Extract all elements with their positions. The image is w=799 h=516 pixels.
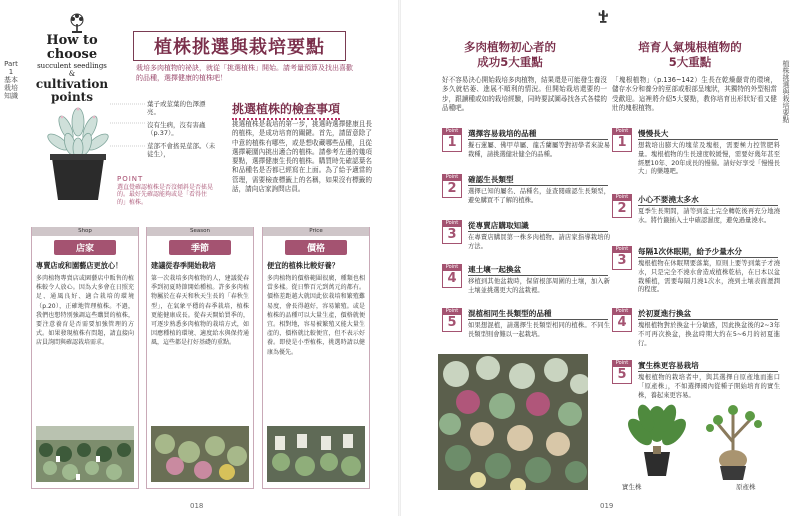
intro-text: 栽培多肉植物的祕訣，就從「挑選植株」開始。請考量預算及找出喜歡的品種，選擇健康的植株吧！: [136, 64, 353, 82]
check-heading: 挑選植株的檢查事項: [232, 100, 340, 120]
part-side-tab: Part 1 基本栽培知識: [4, 60, 18, 100]
seedling-caption: 實生株: [622, 483, 642, 491]
succulent-collection-photo: [438, 354, 588, 490]
beginner-intro: 好不容易決心開始栽培多肉植物，結果還是可能發生養沒多久就枯萎、進展不順利的情況。但開始栽培還要的一步，跟讀種或如的栽培經驗，同時要試圖尋找各式各樣的品種吧。: [442, 76, 607, 113]
point-note: POINT 選直覺確認植株是否沒傾斜是否搖晃的。最好先確認能夠或是「看得住的」植株。: [117, 175, 214, 206]
page-number-left: 018: [190, 502, 204, 510]
caudex-title: 培育人氣塊根植物的 5大重點: [638, 40, 742, 69]
pot-label-leaders: [110, 98, 150, 158]
right-page: 植株挑選與栽培要點 多肉植物初心者的 成功5大重點 好不容易決心開始栽培多肉植物，結果還是可能發生養沒多久就枯萎、進展不順利的情況。但開始栽培還要的一步，跟讀種或如的栽培經驗，同時要試圖尋找各式各樣的品種吧。 Point 1 選擇容易栽培的品種 擬石蓮屬、佛甲草屬、龍舌蘭屬等對初學者來說易栽種，請挑選健壯健全的品種。 Point 2 確認生長類型 選擇已知的屬名、品種名，並查閱確認生長類型，避免購買不了解的植株。 Point 3 從專賣店購取知識 在專賣店購買第一株多肉植物。請店家指導栽培的方法。 Point 4 連土壤一起換盆 移植到其他盆栽時，保留根部周圍的土壤，加入新土壤並挑選更大的盆栽裡。 Point 5 混植相同生長類型的品種 如果想混植，請選擇生長類型相同的植株。不同生長類型則會難以一起栽培。 培育人氣塊根植物的 5大重點 「塊根植物」（p.136~142）生長在乾燥嚴苛的環境，儲存水分和養分的莖部或根部呈塊狀，其獨特的外型相當受歡迎。這裡將介紹5大要點，教你培育出形狀好看又健壯的塊根植物。 Point 1 慢慢長大 想栽培出膨大的塊莖及塊根，需要極力控管肥料量。塊根植物的生長速度較緩慢，需要好幾年甚至經歷10年、20年成長的慢鬚。請好好享受「慢慢長大」的樂趣吧。 Point 2 小心不要澆太多水 夏季生長期間，請等到盆土完全轉乾後再充分地澆水。將竹籤插入土中確認濕度，避免過量澆水。 Point 3 每隔1次休眠期，給予少量水分 塊根植物在休眠期要落葉，原則上要等到葉子才澆水，只是完全不澆水會造成植株乾枯，在日本以盆栽種植，需要每隔月澆1次水，澆到土壤表面溼潤的程度。 Point 4 於初夏進行換盆 塊根植物對於換盆十分敏感，因此換盆後的2~3年不可再次換盆，換盆時期大約在5~6月的初夏進行。 Point 5 實生株更容易栽培 塊根植物的栽培者中，與其選擇自原產地而進口「原產株」，不如選擇國內從種子開始培育的實生株，養起來更容易。 實生株 原產株 019: [400, 0, 799, 516]
beginner-title: 多肉植物初心者的 成功5大重點: [464, 40, 556, 69]
caudex-intro: 「塊根植物」（p.136~142）生長在乾燥嚴苛的環境，儲存水分和養分的莖部或根部呈塊狀，其獨特的外型相當受歡迎。這裡將介紹5大要點，教你培育出形狀好看又健壯的塊根植物。: [612, 76, 777, 113]
page-title-box: [133, 31, 346, 61]
native-plant-photo: [698, 402, 768, 482]
tree-icon: [66, 12, 88, 34]
season-badge: 季節: [169, 240, 231, 255]
price-photo: [267, 426, 365, 482]
chapter-side-tab: 植株挑選與栽培要點: [782, 60, 790, 123]
check-body: 挑選植株是栽培的第一步，挑選時選擇健康且長的植株，是成功培育的關鍵。首先，請留意除了中意的植株有哪些，或是想收藏哪些品種，且從選擇範圍內挑出適合的植株。請參考左邊的幾項要點，選擇健康生長的植株。購買時先確認葉名和品種名是否都已經寫在上面。為了給予適當的管理，需要檢查標籤上的名稱，如果沒有標籤的話，請向店家詢問店員。: [232, 120, 372, 194]
shop-column: Shop 店家 專賣店或和園藝店更放心！ 多肉植物專賣店或園藝店中販售的植株較令人放心。因為大多會在日照充足、通風良好、適合栽培的環境（p.20），正確地管理植株。不過，我們也想特別強調這些購買的植株，要注意養育是否需要加強管理的方式。如果發現植株有問題，請直接向店員詢問與確認栽培需求。: [31, 227, 139, 489]
season-column: Season 季節 建議從春季開始栽培 第一次栽培多肉植物的人，建議從春季到初夏時節開始種植。許多多肉植物屬於在春天和秋天生長的「春秋生型」，在氣象平穩的春季栽培，植株更能健康成長。從春天開始買季的，可逐步熟悉多肉植物的栽培方式，如因應種植的環境、適度給水與保持通風，這些都是打好基礎的重點。: [146, 227, 254, 489]
price-badge: 價格: [285, 240, 347, 255]
shop-badge: 店家: [54, 240, 116, 255]
native-caption: 原產株: [736, 483, 756, 491]
pot-check-labels: 葉子或莖葉的色澤漂亮。 沒有生病，沒有害蟲（p.37）。 莖部不會搖晃莖部。（未徒生），: [147, 100, 216, 158]
potted-succulent-illustration: [40, 92, 116, 204]
how-to-choose-header: How to choose succulent seedlings & cultivation points: [35, 33, 109, 104]
price-column: Price 價格 便宜的植株比較好養？ 多肉植物的價格範圍很廣，種類也相當多樣。從日幣百元到萬元的都有。價格差距越大就因此依栽培和繁殖難易度，會長得越好，容易繁殖。或是植株的品種可以大量生產，價格就便宜。相對地，容易被繁殖又能大量生產的，價格就比較便宜，但不表示好養。即使是小型植株，挑選時請以健康為優先。: [262, 227, 370, 489]
season-photo: [151, 426, 249, 482]
cactus-icon: [597, 9, 609, 23]
page-title: 植株挑選與栽培要點: [154, 37, 325, 58]
shop-photo: [36, 426, 134, 482]
page-number-right: 019: [600, 502, 614, 510]
seedling-plant-photo: [622, 402, 692, 482]
